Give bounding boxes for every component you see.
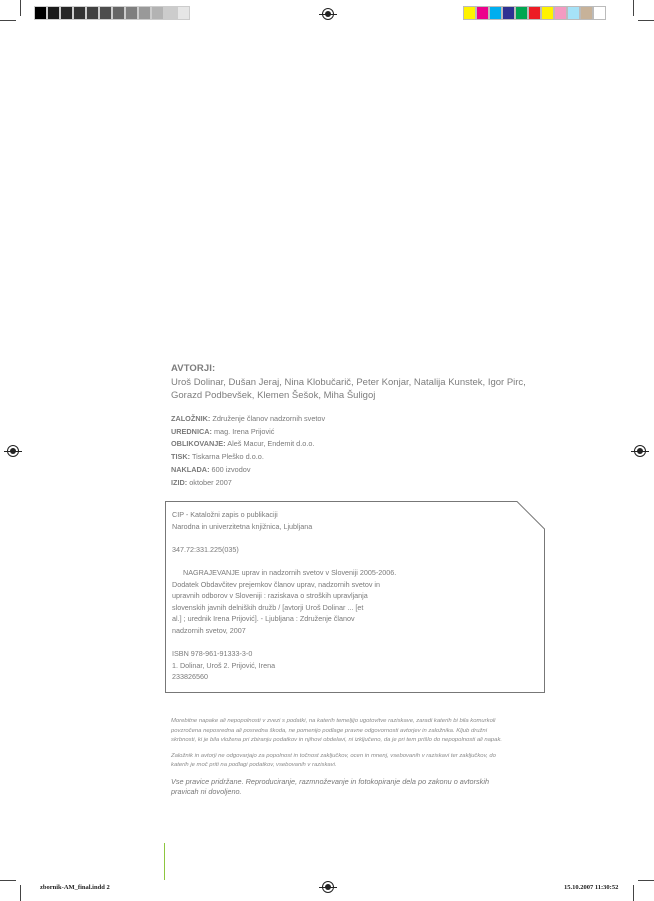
registration-mark-left-icon	[7, 445, 19, 457]
crop-mark	[20, 885, 21, 901]
credit-row: NAKLADA: 600 izvodov	[171, 464, 251, 474]
authors-title: AVTORJI:	[171, 363, 216, 374]
cip-description: Dodatek Obdavčitev prejemkov članov uprav, nadzornih svetov in	[172, 579, 381, 589]
cip-index: 1. Dolinar, Uroš 2. Prijović, Irena	[172, 660, 276, 670]
authors-names: Uroš Dolinar, Dušan Jeraj, Nina Klobučarič, Peter Konjar, Natalija Kunstek, Igor Pirc, Gorazd Podbevšek, Klemen Šešok, Miha Šuligoj	[171, 377, 526, 401]
gray-swatch	[152, 7, 163, 19]
color-swatch	[516, 7, 527, 19]
green-margin-rule	[164, 843, 165, 880]
gray-swatch	[139, 7, 150, 19]
cip-cobiss-id: 233826560	[172, 672, 208, 682]
color-swatch	[490, 7, 501, 19]
color-swatch	[542, 7, 553, 19]
credit-row: UREDNICA: mag. Irena Prijović	[171, 426, 275, 436]
cip-isbn: ISBN 978-961-91333-3-0	[172, 649, 253, 659]
cip-record	[172, 509, 512, 683]
gray-swatch	[126, 7, 137, 19]
color-swatch	[464, 7, 475, 19]
disclaimer-paragraph: Morebitne napake ali nepopolnosti v zvezi s podatki, na katerih temeljijo ugotovitve raziskave, zaradi katerih bi bila komurkoli povzročena neposredna ali posredna škoda, ne pomenijo podlage pravne odgovornosti avtorjev in založnika. Kljub družni skrbnosti, ki je bila vložena pri zbiranju podatkov in njihovi obdelavi, ni izključeno, da je pri tem prišlo do nepopolnosti ali napak.	[171, 718, 503, 744]
cip-description: NAGRAJEVANJE uprav in nadzornih svetov v Sloveniji 2005-2006.	[183, 567, 397, 577]
disclaimer-paragraph: Založnik in avtorji ne odgovarjajo za popolnost in točnost zaključkov, ocen in mnenj, vsebovanih v raziskavi ter zaključkov, do katerih je moč priti na podlagi podatkov, vsebovanih v raziskavi.	[171, 752, 496, 769]
cip-udk: 347.72:331.225(035)	[172, 544, 239, 554]
registration-mark-right-icon	[634, 445, 646, 457]
color-swatch	[568, 7, 579, 19]
gray-swatch	[48, 7, 59, 19]
color-swatch	[477, 7, 488, 19]
color-swatch	[503, 7, 514, 19]
crop-mark	[0, 880, 16, 881]
gray-swatch	[87, 7, 98, 19]
credit-row: TISK: Tiskarna Pleško d.o.o.	[171, 452, 264, 462]
gray-swatch	[100, 7, 111, 19]
gray-swatch	[113, 7, 124, 19]
credit-row: ZALOŽNIK: Združenje članov nadzornih svetov	[171, 414, 326, 423]
color-swatch	[529, 7, 540, 19]
registration-mark-bottom-icon	[322, 881, 334, 893]
color-swatch	[594, 7, 605, 19]
crop-mark	[633, 885, 634, 901]
color-swatch	[581, 7, 592, 19]
cip-description: slovenskih javnih delniških družb / [avtorji Uroš Dolinar ... [et	[172, 602, 364, 612]
gray-swatch	[178, 7, 189, 19]
registration-mark-top-icon	[322, 8, 334, 20]
crop-mark	[20, 0, 21, 16]
crop-mark	[638, 880, 654, 881]
cip-description: al.] ; urednik Irena Prijović]. - Ljubljana : Združenje članov	[172, 614, 355, 624]
gray-swatch	[61, 7, 72, 19]
cip-library: Narodna in univerzitetna knjižnica, Ljubljana	[172, 521, 313, 531]
color-swatch	[555, 7, 566, 19]
cip-heading: CIP - Kataložni zapis o publikaciji	[172, 510, 278, 519]
credit-row: IZID: oktober 2007	[171, 477, 232, 487]
credit-row: OBLIKOVANJE: Aleš Macur, Endemit d.o.o.	[171, 439, 315, 449]
gray-swatch	[35, 7, 46, 19]
gray-swatch	[165, 7, 176, 19]
disclaimer	[171, 717, 513, 804]
slug-filename: zbornik-AM_final.indd 2	[40, 884, 110, 891]
gray-swatch	[74, 7, 85, 19]
cip-description: nadzornih svetov, 2007	[172, 625, 246, 635]
rights-notice: Vse pravice pridržane. Reproduciranje, razmnoževanje in fotokopiranje dela po zakonu o avtorskih pravicah ni dovoljeno.	[171, 776, 489, 797]
crop-mark	[638, 20, 654, 21]
crop-mark	[633, 0, 634, 16]
cip-description: upravnih odborov v Sloveniji : raziskava o stroških upravljanja	[172, 591, 368, 601]
credits-list	[171, 413, 501, 489]
slug-datetime: 15.10.2007 11:30:52	[564, 884, 619, 891]
crop-mark	[0, 20, 16, 21]
